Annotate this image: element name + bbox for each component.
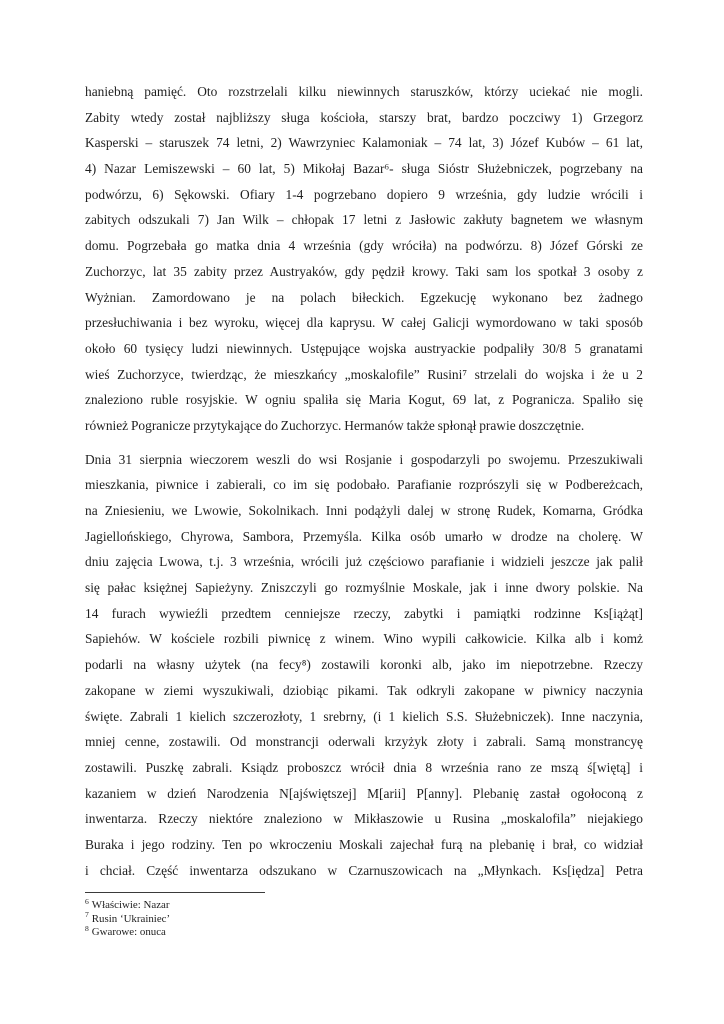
text-line: mniej cenne, zostawili. Od monstrancji oderwali krzyżyk złoty i zabrali. Samą monstrancyę <box>85 734 643 750</box>
paragraph-1 <box>85 79 643 439</box>
text-line: i chciał. Część inwentarza odszukano w Czarnuszowicach na „Młynkach. Ks[iędza] Petra <box>85 862 643 878</box>
text-body <box>85 79 643 883</box>
text-line: domu. Pogrzebała go matka dnia 4 września (gdy wróciła) na podwórzu. 8) Józef Górski ze <box>85 238 643 254</box>
text-line: święte. Zabrali 1 kielich szczerozłoty, 1 srebrny, (i 1 kielich S.S. Służebniczek). Inne naczynia, <box>85 708 643 724</box>
text-line: około 60 tysięcy ludzi niewinnych. Ustępujące wojska austryackie podpaliły 30/8 5 granatami <box>85 340 643 356</box>
text-line: Zuchorzyc, lat 35 zabity przez Austryaków, gdy pędził krowy. Taki sam los spotkał 3 osoby z <box>85 263 643 279</box>
text-line: kazaniem w dzień Narodzenia N[ajświętszej] M[arii] P[anny]. Plebanię zastał ogołoconą z <box>85 785 643 801</box>
footnote-text: Gwarowe: onuca <box>91 926 166 939</box>
text-line: mieszkania, piwnice i zabierali, co im się podobało. Parafianie rozprószyli się w Podbereżcach, <box>85 477 643 493</box>
footnote-marker: 7 <box>85 910 89 920</box>
text-line: podarli na własny użytek (na fecy⁸) zostawili koronki alb, jako im niepotrzebne. Rzeczy <box>85 657 643 673</box>
footnote-text: Właściwie: Nazar <box>91 899 170 912</box>
text-line: dniu zajęcia Lwowa, t.j. 3 września, wrócili już częściowo parafianie i widzieli jeszcze jak palił <box>85 554 643 570</box>
text-line: 14 furach wywieźli przedtem cenniejsze rzeczy, zabytki i pamiątki rodzinne Ks[iążąt] <box>85 605 643 621</box>
text-line: Buraka i jego rodziny. Ten po wkroczeniu Moskali zajechał furą na plebanię i brał, co widział <box>85 836 643 852</box>
footnote-marker: 6 <box>85 896 89 906</box>
footnote-text: Rusin ‘Ukrainiec’ <box>91 912 171 925</box>
text-line: również Pogranicze przytykające do Zuchorzyc. Hermanów także spłonął prawie doszczętnie. <box>85 417 585 433</box>
text-line: Kasperski – staruszek 74 letni, 2) Wawrzyniec Kalamoniak – 74 lat, 3) Józef Kubów – 61 lat, <box>85 135 643 151</box>
text-line: Sapiehów. W kościele rozbili piwnicę z winem. Wino wypili całkowicie. Kilka alb i komż <box>85 631 643 647</box>
text-line: haniebną pamięć. Oto rozstrzelali kilku niewinnych staruszków, którzy uciekać nie mogli. <box>85 84 643 99</box>
text-line: inwentarza. Rzeczy niektóre znaleziono w Mikłaszowie u Rusina „moskalofila” niejakiego <box>85 811 643 827</box>
text-line: Dnia 31 sierpnia wieczorem weszli do wsi Rosjanie i gospodarzyli po swojemu. Przeszukiwali <box>85 451 643 467</box>
footnote-item <box>85 910 643 926</box>
text-line: się pałac księżnej Sapieżyny. Zniszczyli go rozmyślnie Moskale, jak i inne dwory polskie. Na <box>85 580 643 596</box>
text-line: przesłuchiwania i bez wyroku, więcej dla kaprysu. W całej Galicji wymordowano w taki sposób <box>85 315 643 331</box>
footnote-marker: 8 <box>85 923 89 933</box>
footnote-separator-rule <box>85 892 265 893</box>
footnote-list <box>85 896 643 939</box>
footnotes-section <box>85 892 643 939</box>
footnote-item <box>85 923 643 939</box>
text-line: wieś Zuchorzyce, twierdząc, że mieszkańcy „moskalofile” Rusini⁷ strzelali do wojska i że u 2 <box>85 366 643 382</box>
text-line: Jagiellońskiego, Chyrowa, Sambora, Przemyśla. Kilka osób umarło w drodze na cholerę. W <box>85 528 643 544</box>
text-line: na Zniesieniu, we Lwowie, Sokolnikach. Inni podążyli dalej w stronę Rudek, Komarna, Gródka <box>85 503 643 518</box>
text-line: Wyżnian. Zamordowano je na polach biłeckich. Egzekucję wykonano bez żadnego <box>85 289 643 305</box>
text-line: podwórzu, 6) Sękowski. Ofiary 1-4 pogrzebano dopiero 9 września, gdy ludzie wrócili i <box>85 186 643 202</box>
text-line: Zabity wtedy został najbliższy sługa kościoła, starszy brat, bardzo poczciwy 1) Grzegorz <box>85 109 643 125</box>
footnote-item <box>85 896 643 912</box>
text-line: znaleziono ruble rosyjskie. W ogniu spaliła się Maria Kogut, 69 lat, z Pogranicza. Spaliło się <box>85 392 643 408</box>
text-line: zostawili. Puszkę zabrali. Ksiądz proboszcz wrócił dnia 8 września rano ze mszą ś[więtą] i <box>85 759 643 775</box>
text-line: 4) Nazar Lemiszewski – 60 lat, 5) Mikołaj Bazar⁶- sługa Sióstr Służebniczek, pogrzebany na <box>85 161 643 177</box>
text-line: zabitych odszukali 7) Jan Wilk – chłopak 17 letni z Jasłowic zakłuty bagnetem we własnym <box>85 212 643 228</box>
paragraph-2 <box>85 447 643 884</box>
text-line: zakopane w ziemi wyszukiwali, dziobiąc pikami. Tak odkryli zakopane w piwnicy naczynia <box>85 682 643 698</box>
